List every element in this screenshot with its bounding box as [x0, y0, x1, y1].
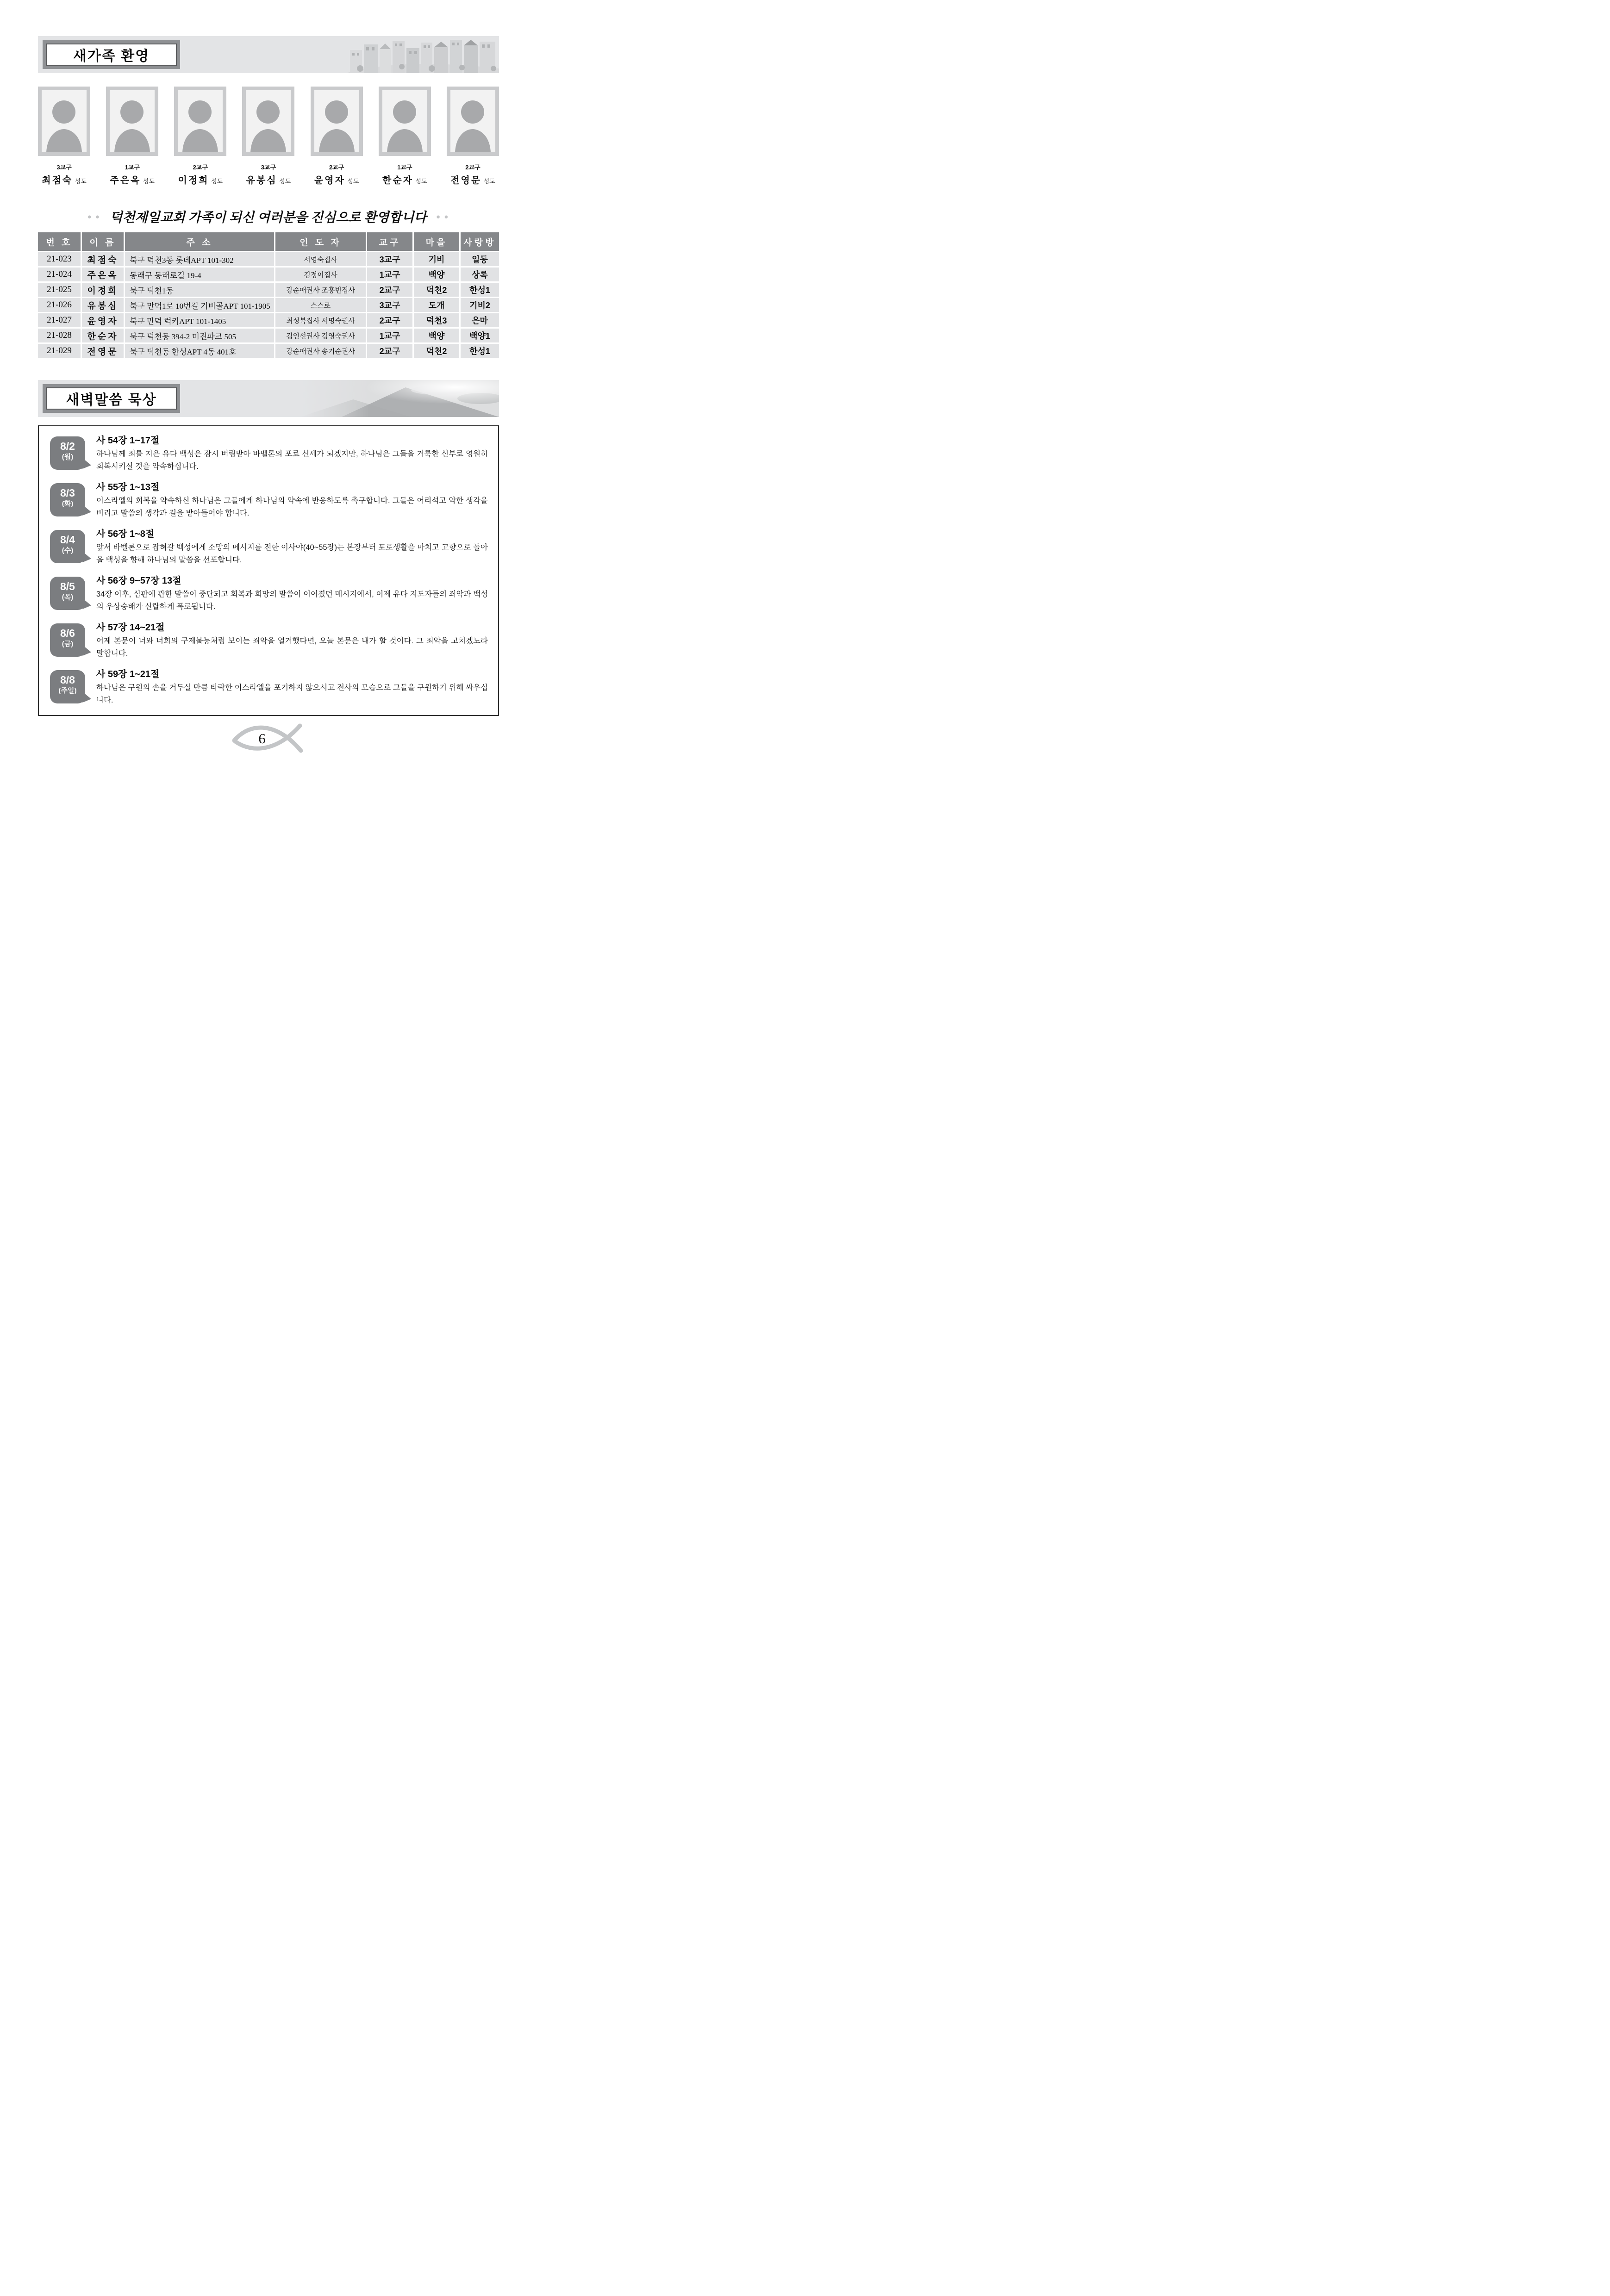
cell-village: 백양	[414, 329, 459, 342]
welcome-message: 덕천제일교회 가족이 되신 여러분을 진심으로 환영합니다	[110, 211, 427, 225]
member-suffix: 성도	[347, 178, 359, 185]
cell-district: 1교구	[367, 268, 412, 281]
member-name-line	[447, 173, 499, 186]
meditation-title: 새벽말씀 묵상	[66, 392, 157, 408]
cell-name: 최점숙	[82, 252, 124, 266]
member-name: 유봉심	[246, 175, 277, 186]
table-header-cell: 인 도 자	[275, 232, 366, 251]
welcome-banner	[38, 36, 499, 73]
welcome-title-inner	[46, 44, 177, 66]
cell-district: 2교구	[367, 344, 412, 358]
date-badge-column	[46, 525, 89, 572]
member-suffix: 성도	[211, 178, 223, 185]
table-row	[38, 313, 499, 327]
member-caption	[106, 162, 158, 186]
member-suffix: 성도	[483, 178, 495, 185]
member-district: 1교구	[125, 164, 140, 171]
member-card	[447, 87, 499, 186]
table-row	[38, 298, 499, 312]
cell-address: 북구 만덕 럭키APT 101-1405	[125, 313, 274, 327]
member-suffix: 성도	[143, 178, 155, 185]
new-members-row	[38, 87, 499, 186]
meditation-text: 하나님은 구원의 손을 거두실 만큼 타락한 이스라엘을 포기하지 않으시고 전사의 모습으로 그들을 구원하기 위해 싸우십니다.	[96, 684, 488, 704]
cell-name: 이정희	[82, 283, 124, 297]
member-suffix: 성도	[279, 178, 291, 185]
member-photo-frame	[447, 87, 499, 156]
table-row	[38, 268, 499, 281]
meditation-text: 앞서 바벨론으로 잡혀갈 백성에게 소망의 메시지를 전한 이사야(40~55장)는 본장부터 포로생활을 마치고 고향으로 돌아올 백성을 향해 하나님의 말씀을 선포합니다.	[96, 543, 488, 564]
meditation-text: 하나님께 죄를 지은 유다 백성은 잠시 버림받아 바벨론의 포로 신세가 되겠지만, 하나님은 그들을 거룩한 신부로 영원히 회복시키실 것을 약속하십니다.	[96, 450, 488, 471]
cell-number: 21-028	[38, 329, 81, 342]
cell-number: 21-025	[38, 283, 81, 297]
table-header-cell: 사랑방	[461, 232, 499, 251]
table-row	[38, 329, 499, 342]
table-row	[38, 283, 499, 297]
meditation-box	[38, 425, 499, 716]
member-name: 전영문	[450, 175, 482, 186]
cell-room: 기비2	[461, 298, 499, 312]
member-name-line	[174, 173, 226, 186]
cell-district: 3교구	[367, 252, 412, 266]
member-name: 윤영자	[314, 175, 345, 186]
table-header-row	[38, 232, 499, 251]
person-photo-placeholder	[314, 90, 359, 152]
cell-district: 1교구	[367, 329, 412, 342]
page-footer	[0, 720, 537, 756]
person-photo-placeholder	[42, 90, 87, 152]
table-header-cell: 마을	[414, 232, 459, 251]
cell-district: 3교구	[367, 298, 412, 312]
table-header-cell: 교구	[367, 232, 412, 251]
cell-address: 북구 덕천동 한성APT 4동 401호	[125, 344, 274, 358]
meditation-title-inner	[46, 387, 177, 410]
cell-guide: 강순애권사 송기순권사	[275, 344, 366, 358]
member-photo-frame	[106, 87, 158, 156]
member-name-line	[379, 173, 431, 186]
member-caption	[174, 162, 226, 186]
member-district: 3교구	[261, 164, 276, 171]
member-photo-frame	[174, 87, 226, 156]
member-district: 3교구	[56, 164, 72, 171]
member-suffix: 성도	[415, 178, 427, 185]
member-caption	[242, 162, 294, 186]
cell-guide: 서영숙집사	[275, 252, 366, 266]
cell-address: 북구 덕천1동	[125, 283, 274, 297]
welcome-title: 새가족 환영	[73, 49, 150, 64]
badge-day: (목)	[62, 593, 74, 602]
table-header-cell: 번 호	[38, 232, 81, 251]
meditation-text: 34장 이후, 심판에 관한 말씀이 중단되고 회복과 희망의 말씀이 이어졌던 메시지에서, 이제 유다 지도자들의 죄악과 백성의 우상숭배가 신랄하게 폭로됩니다.	[96, 590, 488, 611]
cell-village: 덕천2	[414, 344, 459, 358]
table-header-cell: 주 소	[125, 232, 274, 251]
member-name: 이정희	[178, 175, 209, 186]
cell-address: 북구 만덕1로 10번길 기비골APT 101-1905	[125, 298, 274, 312]
cell-district: 2교구	[367, 283, 412, 297]
member-district: 1교구	[397, 164, 412, 171]
meditation-entry-body	[96, 666, 488, 712]
meditation-entry-body	[96, 432, 488, 479]
cell-address: 북구 덕천3동 롯데APT 101-302	[125, 252, 274, 266]
city-illustration	[346, 36, 499, 73]
table-row	[38, 344, 499, 358]
cell-room: 한성1	[461, 283, 499, 297]
member-caption	[38, 162, 90, 186]
date-badge	[50, 483, 85, 516]
member-card	[242, 87, 294, 186]
cell-name: 유봉심	[82, 298, 124, 312]
cell-guide: 김인선권사 김영숙권사	[275, 329, 366, 342]
badge-date: 8/8	[60, 674, 75, 686]
table-header-cell: 이 름	[82, 232, 124, 251]
member-caption	[447, 162, 499, 186]
member-card	[38, 87, 90, 186]
date-badge	[50, 577, 85, 610]
member-photo-frame	[38, 87, 90, 156]
member-caption	[311, 162, 363, 186]
fish-logo	[231, 720, 306, 756]
meditation-text: 어제 본문이 너와 너희의 구제불능처럼 보이는 죄악을 열거했다면, 오늘 본문은 내가 할 것이다. 그 죄악을 고치겠노라 말합니다.	[96, 637, 488, 658]
scripture-passage: 사 54장 1~17절	[96, 436, 160, 446]
scripture-passage: 사 55장 1~13절	[96, 482, 160, 492]
cell-room: 일동	[461, 252, 499, 266]
meditation-entry	[46, 479, 488, 525]
cell-guide: 최성복집사 서명숙권사	[275, 313, 366, 327]
member-district: 2교구	[193, 164, 208, 171]
badge-date: 8/2	[60, 440, 75, 452]
meditation-entry	[46, 619, 488, 666]
member-name-line	[38, 173, 90, 186]
cell-guide: 강순애권사 조홍빈집사	[275, 283, 366, 297]
cell-village: 덕천3	[414, 313, 459, 327]
cell-room: 백양1	[461, 329, 499, 342]
member-name-line	[311, 173, 363, 186]
date-badge-column	[46, 479, 89, 525]
welcome-message-row	[0, 207, 537, 226]
member-name-line	[106, 173, 158, 186]
mountain-sunrise-illustration	[300, 380, 499, 417]
person-photo-placeholder	[450, 90, 495, 152]
meditation-entry-body	[96, 479, 488, 525]
cell-number: 21-029	[38, 344, 81, 358]
cell-name: 전영문	[82, 344, 124, 358]
member-card	[311, 87, 363, 186]
cell-number: 21-024	[38, 268, 81, 281]
member-card	[106, 87, 158, 186]
person-photo-placeholder	[178, 90, 223, 152]
badge-day: (수)	[62, 547, 74, 555]
cell-village: 백양	[414, 268, 459, 281]
date-badge	[50, 530, 85, 563]
cell-name: 윤영자	[82, 313, 124, 327]
date-badge-column	[46, 572, 89, 619]
scripture-passage: 사 59장 1~21절	[96, 669, 160, 679]
table-body	[38, 252, 499, 358]
welcome-title-box	[43, 40, 180, 69]
cell-number: 21-023	[38, 252, 81, 266]
cell-address: 동래구 동래로길 19-4	[125, 268, 274, 281]
new-members-table	[38, 232, 499, 359]
table-row	[38, 252, 499, 266]
cell-guide: 스스로	[275, 298, 366, 312]
cell-guide: 김정이집사	[275, 268, 366, 281]
member-district: 2교구	[465, 164, 481, 171]
badge-date: 8/3	[60, 487, 75, 499]
member-caption	[379, 162, 431, 186]
member-photo-frame	[242, 87, 294, 156]
meditation-text: 이스라엘의 회복을 약속하신 하나님은 그들에게 하나님의 약속에 반응하도록 촉구합니다. 그들은 어리석고 악한 생각을 버리고 말씀의 생각과 길을 받아들여야 합니다.	[96, 497, 488, 517]
cell-village: 덕천2	[414, 283, 459, 297]
badge-day: (금)	[62, 640, 74, 648]
date-badge-column	[46, 666, 89, 712]
cell-number: 21-027	[38, 313, 81, 327]
meditation-entry	[46, 432, 488, 479]
date-badge	[50, 670, 85, 703]
cell-name: 한순자	[82, 329, 124, 342]
meditation-entry	[46, 572, 488, 619]
meditation-title-box	[43, 384, 180, 413]
date-badge-column	[46, 619, 89, 666]
cell-village: 도개	[414, 298, 459, 312]
member-name-line	[242, 173, 294, 186]
person-photo-placeholder	[382, 90, 427, 152]
meditation-entry-body	[96, 619, 488, 666]
badge-day: (주일)	[58, 687, 77, 695]
cell-village: 기비	[414, 252, 459, 266]
meditation-entry-body	[96, 525, 488, 572]
bulletin-page	[0, 0, 537, 765]
member-suffix: 성도	[75, 178, 87, 185]
meditation-banner	[38, 380, 499, 417]
member-photo-frame	[311, 87, 363, 156]
meditation-entry-body	[96, 572, 488, 619]
member-name: 주은옥	[110, 175, 141, 186]
member-card	[174, 87, 226, 186]
date-badge	[50, 623, 85, 657]
person-photo-placeholder	[246, 90, 291, 152]
member-photo-frame	[379, 87, 431, 156]
cell-room: 한성1	[461, 344, 499, 358]
member-district: 2교구	[329, 164, 344, 171]
cell-room: 은마	[461, 313, 499, 327]
cell-name: 주은옥	[82, 268, 124, 281]
cell-room: 상록	[461, 268, 499, 281]
badge-date: 8/5	[60, 580, 75, 592]
badge-date: 8/6	[60, 627, 75, 639]
badge-day: (월)	[62, 453, 74, 461]
cell-address: 북구 덕천동 394-2 미진파크 505	[125, 329, 274, 342]
member-name: 한순자	[382, 175, 413, 186]
cell-number: 21-026	[38, 298, 81, 312]
deco-dots-left: ● ●	[87, 213, 100, 221]
date-badge	[50, 436, 85, 470]
badge-day: (화)	[62, 500, 74, 508]
member-card	[379, 87, 431, 186]
scripture-passage: 사 57장 14~21절	[96, 622, 165, 633]
cell-district: 2교구	[367, 313, 412, 327]
deco-dots-right: ● ●	[436, 213, 449, 221]
meditation-entry	[46, 525, 488, 572]
badge-date: 8/4	[60, 534, 75, 546]
person-photo-placeholder	[110, 90, 155, 152]
date-badge-column	[46, 432, 89, 479]
scripture-passage: 사 56장 1~8절	[96, 529, 155, 539]
member-name: 최점숙	[42, 175, 73, 186]
meditation-entry	[46, 666, 488, 712]
scripture-passage: 사 56장 9~57장 13절	[96, 576, 181, 586]
page-number: 6	[258, 730, 266, 747]
